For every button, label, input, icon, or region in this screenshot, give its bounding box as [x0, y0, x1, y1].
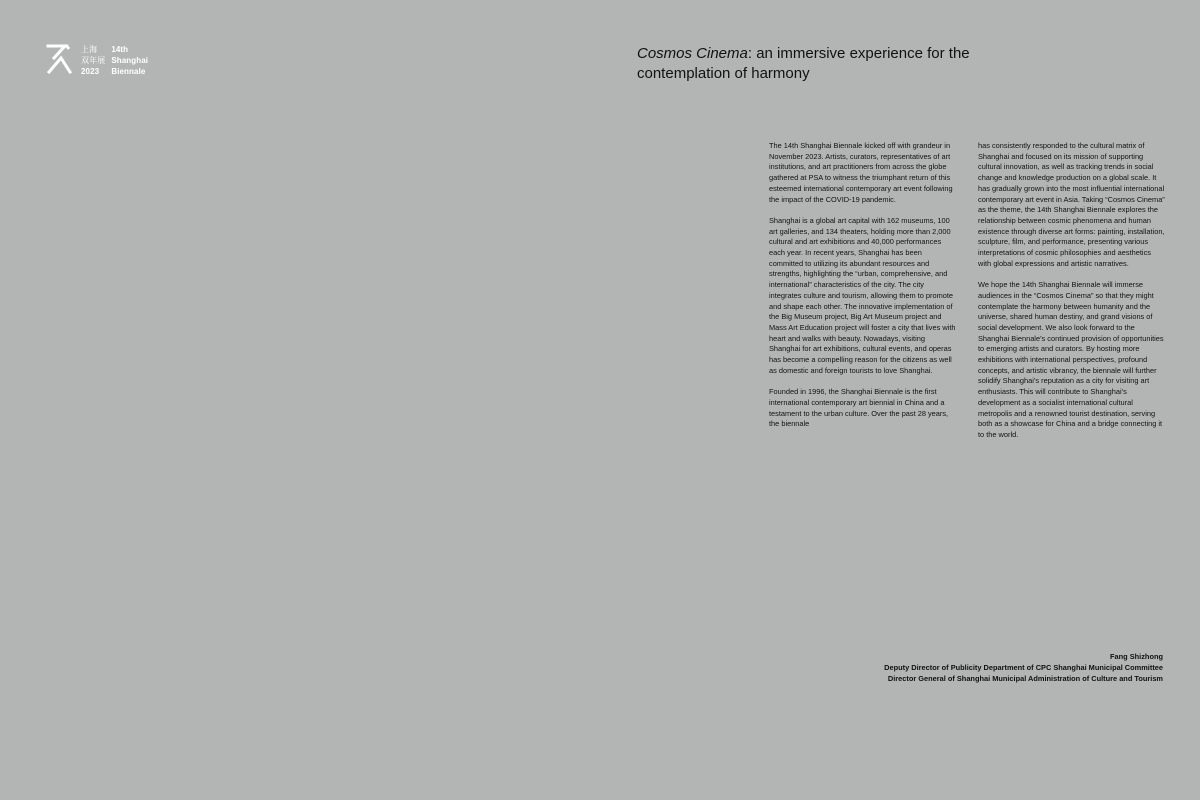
signature-name: Fang Shizhong — [1110, 652, 1163, 661]
logo-cn-line2: 双年展 — [81, 56, 106, 65]
title-rest: : an immersive experience for the contemplation of harmony — [637, 45, 970, 82]
paragraph: Shanghai is a global art capital with 162 museums, 100 art galleries, and 134 theaters, holding more than 2,000 cultural and art exhibitions and 40,000 performances each year. In recent years, Shanghai has been committed to utilizing its abundant resources and strengths, highlighting the “urban, comprehensive, and international” characteristics of the city. The city integrates culture and tourism, allowing them to promote and shape each other. The innovative implementation of the Big Museum project, Big Art Museum project and Mass Art Education project will foster a city that lives with heart and walks with beauty. Nowadays, visiting Shanghai for art exhibitions, cultural events, and operas has become a compelling reason for the citizens as well as domestic and foreign tourists to love Shanghai. — [769, 215, 956, 375]
logo-year: 2023 — [81, 67, 100, 76]
logo-en-line2: Shanghai — [111, 56, 149, 65]
signature-title-2: Director General of Shanghai Municipal Administration of Culture and Tourism — [887, 674, 1163, 684]
paragraph: has consistently responded to the cultural matrix of Shanghai and focused on its mission of supporting cultural innovation, as well as tracking trends in social change and knowledge production on a global scale. It has gradually grown into the most influential international contemporary art event in Asia. Taking “Cosmos Cinema” as the theme, the 14th Shanghai Biennale explores the relationship between cosmic phenomena and human existence through diverse art forms: painting, installation, sculpture, film, and performance, presenting various interpretations of cosmic philosophies and aesthetics with global expressions and artistic narratives. — [978, 141, 1165, 268]
signature-block — [884, 651, 1163, 685]
biennale-mark-icon — [46, 44, 72, 74]
page-title — [637, 44, 997, 83]
body-column-left — [769, 141, 957, 441]
body-column-right — [978, 141, 1166, 451]
logo-chinese-text — [81, 44, 105, 77]
logo-en-line1: 14th — [111, 45, 129, 54]
signature-title-1: Deputy Director of Publicity Department of CPC Shanghai Municipal Committee — [884, 663, 1163, 673]
logo-en-line3: Biennale — [111, 67, 146, 76]
logo-english-text — [111, 44, 148, 77]
logo-cn-line1: 上海 — [81, 45, 98, 54]
biennale-logo — [46, 44, 148, 77]
paragraph: The 14th Shanghai Biennale kicked off with grandeur in November 2023. Artists, curators, representatives of art institutions, and art practitioners from across the globe gathered at PSA to witness the triumphant return of this esteemed international contemporary art event following the impact of the COVID-19 pandemic. — [769, 141, 953, 204]
paragraph: Founded in 1996, the Shanghai Biennale is the first international contemporary art biennial in China and a testament to the urban culture. Over the past 28 years, the biennale — [769, 387, 949, 429]
paragraph: We hope the 14th Shanghai Biennale will immerse audiences in the “Cosmos Cinema” so that they might contemplate the harmony between humanity and the universe, shared human destiny, and grand visions of social development. We also look forward to the Shanghai Biennale’s continued provision of opportunities to emerging artists and curators. By hosting more exhibitions with international perspectives, profound concepts, and artistic vibrancy, the biennale will further solidify Shanghai’s reputation as a city for visiting art enthusiasts. This will contribute to Shanghai’s development as a socialist international cultural metropolis and a renowned tourist destination, serving both as a showcase for China and a bridge connecting it to the world. — [978, 280, 1164, 439]
title-italic-part: Cosmos Cinema — [637, 45, 748, 62]
